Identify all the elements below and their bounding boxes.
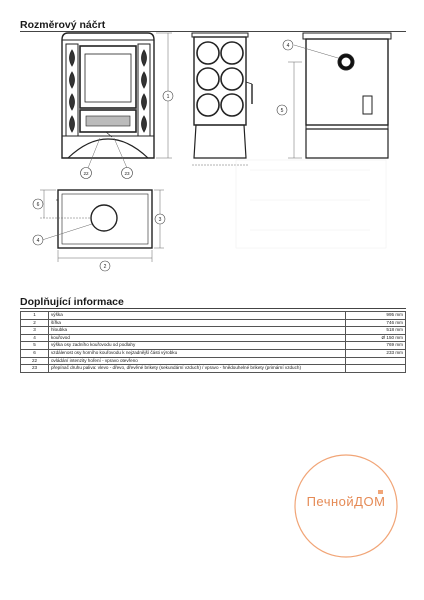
top-view <box>56 190 152 248</box>
row-description: ovládání intenzity hoření - vpravo otevřeno <box>49 357 346 365</box>
side-view <box>192 33 252 158</box>
row-value: 518 mm <box>346 327 406 335</box>
svg-text:2: 2 <box>103 263 107 270</box>
row-number: 3 <box>21 327 49 335</box>
row-number: 6 <box>21 349 49 357</box>
row-number: 22 <box>21 357 49 365</box>
info-row <box>21 357 406 365</box>
info-row <box>21 319 406 327</box>
info-row <box>21 349 406 357</box>
svg-text:22: 22 <box>83 171 89 176</box>
info-row <box>21 365 406 373</box>
row-number: 1 <box>21 312 49 320</box>
row-description: kouřovod <box>49 334 346 342</box>
info-row <box>21 342 406 350</box>
front-view <box>62 33 154 158</box>
pechnoy-dom-logo <box>292 452 400 560</box>
row-number: 5 <box>21 342 49 350</box>
leader-lines <box>88 138 127 168</box>
row-description: šířka <box>49 319 346 327</box>
info-title: Doplňující informace <box>20 296 124 308</box>
background-plan <box>236 160 386 248</box>
row-value: 233 mm <box>346 349 406 357</box>
row-number: 23 <box>21 365 49 373</box>
row-number: 4 <box>21 334 49 342</box>
row-description: hloubka <box>49 327 346 335</box>
row-description: výška <box>49 312 346 320</box>
sketch-title: Rozměrový náčrt <box>20 19 106 31</box>
info-row <box>21 327 406 335</box>
svg-text:5: 5 <box>280 107 284 114</box>
svg-text:4: 4 <box>286 42 290 49</box>
row-value: Ø 150 mm <box>346 334 406 342</box>
row-description: přepínač druhu paliva: vlevo - dřevo, dřevěné brikety (sekundární vzduch) / vpravo - hnědouhelné brikety (primární vzduch) <box>49 365 346 373</box>
svg-text:6: 6 <box>36 201 40 208</box>
info-row <box>21 334 406 342</box>
svg-text:1: 1 <box>166 93 170 100</box>
row-value <box>346 365 406 373</box>
row-number: 2 <box>21 319 49 327</box>
row-value: 995 mm <box>346 312 406 320</box>
svg-text:4: 4 <box>36 237 40 244</box>
svg-text:3: 3 <box>158 216 162 223</box>
row-value: 769 mm <box>346 342 406 350</box>
info-title-rule <box>20 308 406 309</box>
row-value <box>346 357 406 365</box>
row-description: vzdálenost osy horního kouřovodu k nejzadnější části výrobku <box>49 349 346 357</box>
dim-5 <box>286 42 338 158</box>
svg-text:23: 23 <box>124 171 130 176</box>
info-table <box>20 311 406 373</box>
logo-text: ПечнойДОМ <box>306 494 386 509</box>
info-row <box>21 312 406 320</box>
row-value: 746 mm <box>346 319 406 327</box>
row-description: výška osy zadního kouřovodu od podlahy <box>49 342 346 350</box>
